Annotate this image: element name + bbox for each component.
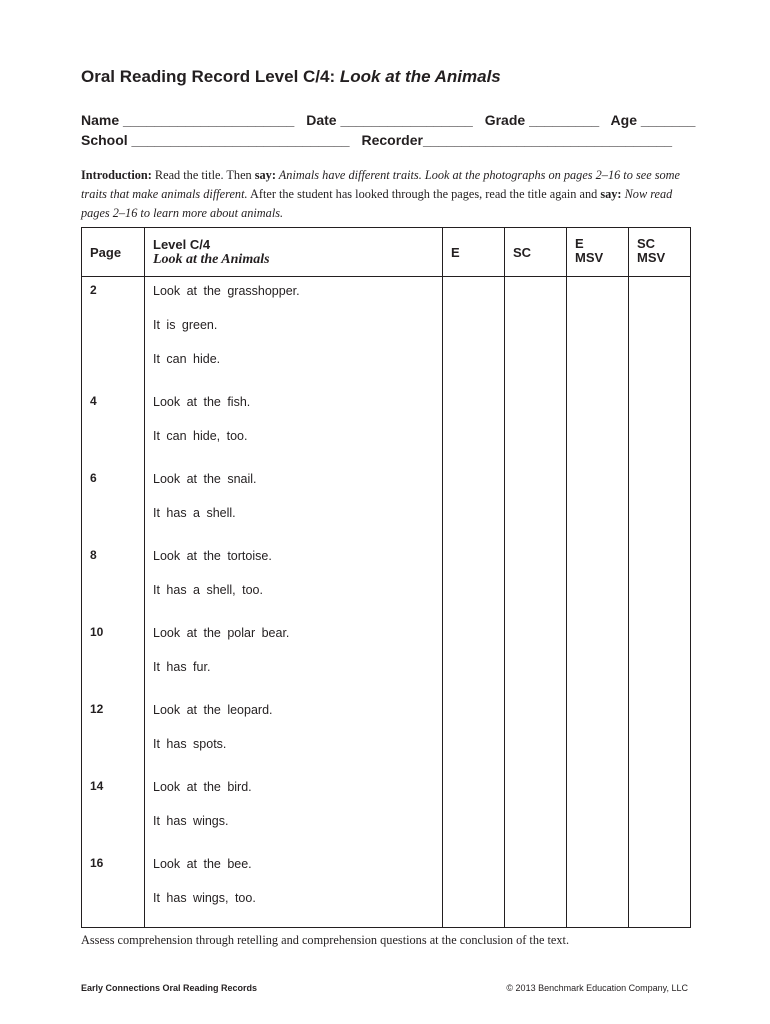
page-number: 16 (90, 856, 104, 870)
intro-text-2: After the student has looked through the pages, read the title again and (247, 187, 601, 201)
reading-record-table (81, 227, 691, 928)
text-line: It can hide, too. (153, 429, 248, 443)
name-field[interactable]: Name ______________________ (81, 112, 295, 128)
intro-prompt-2: Now read pages 2–16 to learn more about animals. (81, 187, 673, 220)
text-line: It has fur. (153, 660, 211, 674)
intro-say-1: say: (254, 168, 276, 182)
intro-label: Introduction: (81, 168, 152, 182)
page-number: 12 (90, 702, 104, 716)
page-number: 2 (90, 283, 97, 297)
text-line: It has wings. (153, 814, 229, 828)
header-level-label: Level C/4 (153, 237, 211, 252)
header-book-title: Look at the Animals (153, 252, 270, 267)
text-line: It can hide. (153, 352, 221, 366)
table-header-row (82, 228, 691, 277)
header-sc-msv-top: SC (637, 236, 656, 251)
text-line: It has a shell, too. (153, 583, 263, 597)
text-line: Look at the bird. (153, 780, 252, 794)
page-number: 14 (90, 779, 104, 793)
sc-msv-column[interactable] (629, 277, 691, 928)
sc-column[interactable] (505, 277, 567, 928)
header-sc-msv-bottom: MSV (637, 250, 666, 265)
page-column (82, 277, 145, 928)
text-line: Look at the leopard. (153, 703, 273, 717)
form-fields (81, 110, 695, 150)
text-line: It has spots. (153, 737, 227, 751)
date-field[interactable]: Date _________________ (306, 112, 473, 128)
header-level (145, 228, 443, 277)
title-main: Oral Reading Record Level C/4: (81, 67, 340, 86)
introduction (81, 166, 687, 223)
header-e-msv (567, 228, 629, 277)
text-line: Look at the snail. (153, 472, 257, 486)
page-number: 8 (90, 548, 97, 562)
text-line: Look at the bee. (153, 857, 252, 871)
text-line: It has wings, too. (153, 891, 256, 905)
text-column (145, 277, 443, 928)
footer-copyright: © 2013 Benchmark Education Company, LLC (506, 983, 688, 993)
book-title: Look at the Animals (339, 67, 501, 86)
page-title (81, 67, 501, 87)
header-e: E (443, 228, 505, 277)
header-e-msv-top: E (575, 236, 584, 251)
header-sc: SC (505, 228, 567, 277)
header-page: Page (82, 228, 145, 277)
header-e-msv-bottom: MSV (575, 250, 604, 265)
header-sc-msv (629, 228, 691, 277)
intro-prompt-1: Animals have different traits. Look at the photographs on pages 2–16 to see some traits that make animals different. (81, 168, 680, 201)
text-line: It is green. (153, 318, 218, 332)
page-number: 10 (90, 625, 104, 639)
assessment-note: Assess comprehension through retelling and comprehension questions at the conclusion of the text. (81, 933, 570, 947)
e-msv-column[interactable] (567, 277, 629, 928)
age-field[interactable]: Age _______ (610, 112, 696, 128)
intro-say-2: say: (600, 187, 622, 201)
intro-text-1: Read the title. Then (151, 168, 255, 182)
page-number: 6 (90, 471, 97, 485)
footer-series: Early Connections Oral Reading Records (81, 983, 258, 993)
recorder-field[interactable]: Recorder________________________________ (361, 132, 673, 148)
grade-field[interactable]: Grade _________ (484, 112, 600, 128)
e-column[interactable] (443, 277, 505, 928)
page-number: 4 (90, 394, 97, 408)
text-line: It has a shell. (153, 506, 236, 520)
table-body-row (82, 277, 691, 928)
text-line: Look at the grasshopper. (153, 284, 300, 298)
text-line: Look at the fish. (153, 395, 251, 409)
text-line: Look at the polar bear. (153, 626, 290, 640)
text-line: Look at the tortoise. (153, 549, 272, 563)
school-field[interactable]: School ____________________________ (81, 132, 350, 148)
